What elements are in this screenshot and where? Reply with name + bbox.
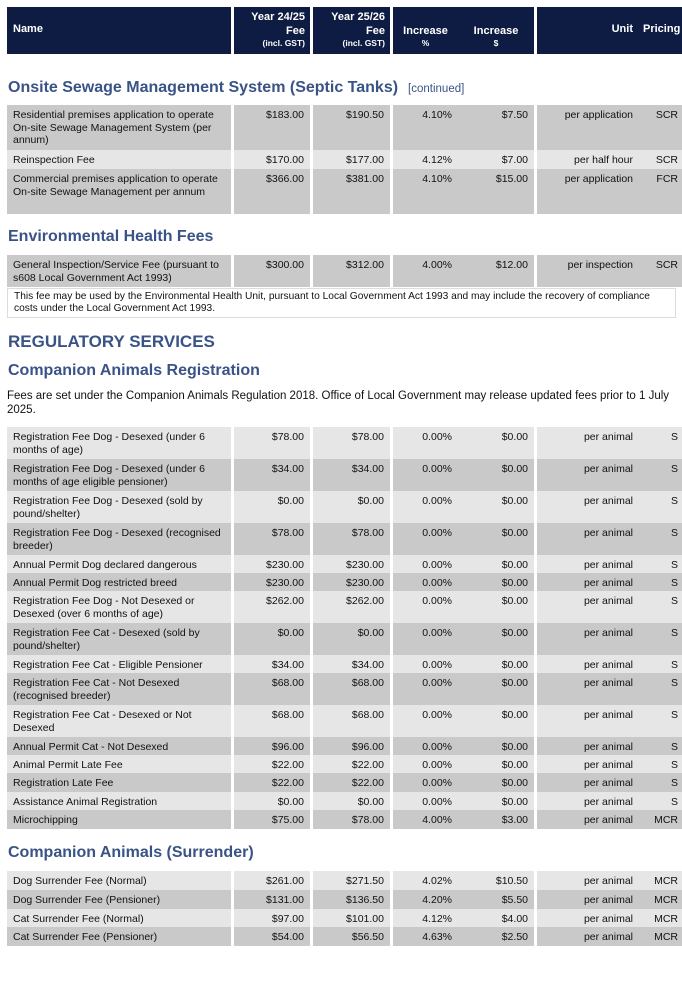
- row-unit: per animal: [537, 755, 639, 773]
- row-unit: per animal: [537, 737, 639, 755]
- row-fee-2425: $96.00: [234, 737, 310, 755]
- row-fee-2526: $68.00: [313, 673, 390, 705]
- row-increase-dollar: $0.00: [458, 427, 534, 459]
- row-unit: per animal: [537, 623, 639, 655]
- row-name: Registration Fee Cat - Eligible Pensioner: [7, 655, 231, 673]
- header-fee-2526-year: Year 25/26: [331, 11, 385, 23]
- row-fee-2425: $131.00: [234, 890, 310, 909]
- row-pricing: S: [639, 491, 682, 523]
- row-name: Registration Fee Dog - Desexed (sold by pound/shelter): [7, 491, 231, 523]
- row-unit: per animal: [537, 427, 639, 459]
- row-pricing: SCR: [639, 255, 682, 287]
- row-increase-dollar: $0.00: [458, 737, 534, 755]
- row-name: Registration Late Fee: [7, 773, 231, 792]
- row-fee-2425: $68.00: [234, 673, 310, 705]
- row-increase-dollar: $0.00: [458, 523, 534, 555]
- row-increase-dollar: $10.50: [458, 871, 534, 890]
- table-row: [7, 573, 677, 591]
- row-name: Registration Fee Cat - Desexed or Not Desexed: [7, 705, 231, 737]
- row-name: Annual Permit Cat - Not Desexed: [7, 737, 231, 755]
- section-title-registration: Companion Animals Registration: [8, 362, 260, 379]
- header-unit: Unit: [537, 7, 639, 54]
- row-fee-2526: $101.00: [313, 909, 390, 927]
- table-row: [7, 927, 677, 946]
- row-increase-pct: 0.00%: [393, 623, 458, 655]
- row-increase-dollar: $2.50: [458, 927, 534, 946]
- row-increase-pct: 0.00%: [393, 673, 458, 705]
- row-fee-2526: $0.00: [313, 491, 390, 523]
- registration-paragraph: Fees are set under the Companion Animals Regulation 2018. Office of Local Government may release updated fees prior to 1 July 2025.: [7, 390, 670, 416]
- header-increase-pct: [393, 7, 458, 54]
- row-fee-2425: $0.00: [234, 623, 310, 655]
- row-pricing: MCR: [639, 909, 682, 927]
- row-unit: per animal: [537, 655, 639, 673]
- table-row: [7, 150, 677, 169]
- row-unit: per animal: [537, 927, 639, 946]
- row-fee-2526: $177.00: [313, 150, 390, 169]
- row-pricing: S: [639, 792, 682, 810]
- row-increase-pct: 0.00%: [393, 755, 458, 773]
- table-row: [7, 890, 677, 909]
- table-row: [7, 459, 677, 491]
- row-pricing: S: [639, 427, 682, 459]
- row-fee-2425: $34.00: [234, 655, 310, 673]
- row-fee-2526: $34.00: [313, 459, 390, 491]
- row-fee-2526: $136.50: [313, 890, 390, 909]
- row-fee-2526: $230.00: [313, 555, 390, 573]
- row-unit: per animal: [537, 491, 639, 523]
- row-increase-pct: 4.02%: [393, 871, 458, 890]
- row-increase-pct: 0.00%: [393, 459, 458, 491]
- env-table: [7, 255, 677, 287]
- row-unit: per application: [537, 169, 639, 214]
- table-row: [7, 169, 677, 214]
- row-fee-2425: $262.00: [234, 591, 310, 623]
- row-fee-2425: $230.00: [234, 573, 310, 591]
- row-fee-2425: $97.00: [234, 909, 310, 927]
- row-increase-dollar: $15.00: [458, 169, 534, 214]
- row-increase-dollar: $0.00: [458, 555, 534, 573]
- row-fee-2526: $78.00: [313, 810, 390, 829]
- row-pricing: S: [639, 555, 682, 573]
- table-row: [7, 871, 677, 890]
- row-fee-2425: $261.00: [234, 871, 310, 890]
- surrender-table: [7, 871, 677, 946]
- header-increase-dollar-unit: $: [493, 38, 499, 48]
- header-fee-2526-gst: (incl. GST): [342, 38, 385, 48]
- row-pricing: S: [639, 591, 682, 623]
- header-name: Name: [7, 7, 231, 54]
- septic-table: [7, 105, 677, 214]
- row-fee-2526: $312.00: [313, 255, 390, 287]
- section-title-surrender: Companion Animals (Surrender): [8, 844, 254, 861]
- header-fee-2425-year: Year 24/25: [251, 11, 305, 23]
- row-name: Reinspection Fee: [7, 150, 231, 169]
- row-unit: per animal: [537, 810, 639, 829]
- row-increase-pct: 0.00%: [393, 555, 458, 573]
- row-unit: per animal: [537, 909, 639, 927]
- row-fee-2526: $262.00: [313, 591, 390, 623]
- row-fee-2425: $68.00: [234, 705, 310, 737]
- row-pricing: MCR: [639, 871, 682, 890]
- table-row: [7, 555, 677, 573]
- row-pricing: FCR: [639, 169, 682, 214]
- row-fee-2526: $56.50: [313, 927, 390, 946]
- row-unit: per animal: [537, 890, 639, 909]
- row-unit: per animal: [537, 591, 639, 623]
- row-increase-pct: 4.20%: [393, 890, 458, 909]
- registration-table: [7, 427, 677, 829]
- row-increase-dollar: $7.00: [458, 150, 534, 169]
- row-fee-2425: $170.00: [234, 150, 310, 169]
- row-fee-2425: $22.00: [234, 773, 310, 792]
- row-increase-dollar: $0.00: [458, 773, 534, 792]
- row-increase-dollar: $0.00: [458, 655, 534, 673]
- table-row: [7, 810, 677, 829]
- row-increase-pct: 4.10%: [393, 169, 458, 214]
- header-fee-2425: [234, 7, 310, 54]
- row-fee-2425: $75.00: [234, 810, 310, 829]
- row-unit: per animal: [537, 555, 639, 573]
- table-row: [7, 427, 677, 459]
- row-name: Registration Fee Dog - Desexed (under 6 months of age): [7, 427, 231, 459]
- row-fee-2425: $22.00: [234, 755, 310, 773]
- table-row: [7, 591, 677, 623]
- row-fee-2526: $68.00: [313, 705, 390, 737]
- row-unit: per half hour: [537, 150, 639, 169]
- row-name: Registration Fee Cat - Not Desexed (recognised breeder): [7, 673, 231, 705]
- row-fee-2425: $366.00: [234, 169, 310, 214]
- row-unit: per animal: [537, 523, 639, 555]
- row-fee-2526: $0.00: [313, 792, 390, 810]
- row-pricing: S: [639, 523, 682, 555]
- row-increase-dollar: $0.00: [458, 491, 534, 523]
- row-name: Registration Fee Dog - Desexed (recognised breeder): [7, 523, 231, 555]
- row-increase-pct: 0.00%: [393, 773, 458, 792]
- row-fee-2526: $381.00: [313, 169, 390, 214]
- header-increase-dollar: [458, 7, 534, 54]
- table-row: [7, 755, 677, 773]
- row-increase-pct: 0.00%: [393, 491, 458, 523]
- row-increase-pct: 4.00%: [393, 810, 458, 829]
- row-increase-pct: 4.63%: [393, 927, 458, 946]
- row-name: Animal Permit Late Fee: [7, 755, 231, 773]
- row-increase-pct: 0.00%: [393, 705, 458, 737]
- header-fee-2526: [313, 7, 390, 54]
- header-increase-dollar-label: Increase: [473, 25, 519, 37]
- row-pricing: S: [639, 705, 682, 737]
- row-increase-dollar: $7.50: [458, 105, 534, 150]
- table-header: [7, 7, 681, 54]
- row-name: Cat Surrender Fee (Pensioner): [7, 927, 231, 946]
- row-increase-dollar: $0.00: [458, 673, 534, 705]
- header-fee-2425-gst: (incl. GST): [262, 38, 305, 48]
- row-pricing: S: [639, 655, 682, 673]
- row-increase-pct: 0.00%: [393, 523, 458, 555]
- row-unit: per application: [537, 105, 639, 150]
- row-increase-dollar: $0.00: [458, 623, 534, 655]
- row-pricing: S: [639, 673, 682, 705]
- header-fee-2425-fee: Fee: [286, 25, 305, 37]
- section-title-septic: [8, 79, 464, 97]
- row-pricing: S: [639, 755, 682, 773]
- row-name: General Inspection/Service Fee (pursuant to s608 Local Government Act 1993): [7, 255, 231, 287]
- row-increase-dollar: $0.00: [458, 792, 534, 810]
- row-increase-dollar: $0.00: [458, 591, 534, 623]
- row-fee-2526: $78.00: [313, 523, 390, 555]
- row-name: Microchipping: [7, 810, 231, 829]
- row-fee-2425: $0.00: [234, 491, 310, 523]
- row-fee-2526: $271.50: [313, 871, 390, 890]
- row-pricing: S: [639, 573, 682, 591]
- row-unit: per inspection: [537, 255, 639, 287]
- header-fee-2526-fee: Fee: [366, 25, 385, 37]
- row-increase-dollar: $0.00: [458, 459, 534, 491]
- table-row: [7, 255, 677, 287]
- header-increase-pct-unit: %: [421, 38, 430, 48]
- row-increase-pct: 0.00%: [393, 792, 458, 810]
- header-increase-pct-label: Increase: [403, 25, 448, 37]
- row-pricing: S: [639, 773, 682, 792]
- row-name: Commercial premises application to operate On-site Sewage Management per annum: [7, 169, 231, 214]
- table-row: [7, 737, 677, 755]
- row-name: Dog Surrender Fee (Normal): [7, 871, 231, 890]
- row-unit: per animal: [537, 871, 639, 890]
- row-fee-2526: $0.00: [313, 623, 390, 655]
- row-fee-2425: $78.00: [234, 427, 310, 459]
- row-name: Registration Fee Cat - Desexed (sold by pound/shelter): [7, 623, 231, 655]
- row-increase-dollar: $4.00: [458, 909, 534, 927]
- header-pricing: Pricing: [639, 7, 682, 54]
- row-increase-pct: 0.00%: [393, 573, 458, 591]
- row-increase-dollar: $5.50: [458, 890, 534, 909]
- section-title-env: Environmental Health Fees: [8, 228, 214, 245]
- table-row: [7, 655, 677, 673]
- row-fee-2526: $96.00: [313, 737, 390, 755]
- table-row: [7, 773, 677, 792]
- row-increase-pct: 0.00%: [393, 591, 458, 623]
- row-name: Annual Permit Dog declared dangerous: [7, 555, 231, 573]
- section-title-septic-text: Onsite Sewage Management System (Septic Tanks): [8, 79, 399, 96]
- row-increase-pct: 0.00%: [393, 655, 458, 673]
- row-increase-pct: 4.12%: [393, 150, 458, 169]
- row-increase-pct: 4.00%: [393, 255, 458, 287]
- table-row: [7, 792, 677, 810]
- row-fee-2425: $300.00: [234, 255, 310, 287]
- row-fee-2526: $230.00: [313, 573, 390, 591]
- row-fee-2526: $22.00: [313, 755, 390, 773]
- table-row: [7, 909, 677, 927]
- row-increase-dollar: $0.00: [458, 705, 534, 737]
- continued-label: [continued]: [408, 83, 465, 95]
- row-pricing: S: [639, 459, 682, 491]
- row-name: Dog Surrender Fee (Pensioner): [7, 890, 231, 909]
- row-fee-2425: $0.00: [234, 792, 310, 810]
- row-increase-dollar: $0.00: [458, 755, 534, 773]
- table-row: [7, 673, 677, 705]
- row-fee-2526: $22.00: [313, 773, 390, 792]
- row-unit: per animal: [537, 705, 639, 737]
- row-fee-2425: $230.00: [234, 555, 310, 573]
- table-row: [7, 105, 677, 150]
- row-fee-2526: $34.00: [313, 655, 390, 673]
- row-pricing: SCR: [639, 105, 682, 150]
- row-name: Assistance Animal Registration: [7, 792, 231, 810]
- row-unit: per animal: [537, 459, 639, 491]
- table-row: [7, 491, 677, 523]
- table-row: [7, 523, 677, 555]
- row-unit: per animal: [537, 792, 639, 810]
- regulatory-title: REGULATORY SERVICES: [8, 332, 215, 351]
- row-name: Registration Fee Dog - Not Desexed or Desexed (over 6 months of age): [7, 591, 231, 623]
- row-pricing: MCR: [639, 927, 682, 946]
- row-fee-2425: $78.00: [234, 523, 310, 555]
- row-fee-2526: $78.00: [313, 427, 390, 459]
- row-fee-2425: $183.00: [234, 105, 310, 150]
- row-pricing: S: [639, 737, 682, 755]
- row-name: Residential premises application to operate On-site Sewage Management System (per annum): [7, 105, 231, 150]
- row-fee-2425: $54.00: [234, 927, 310, 946]
- row-increase-pct: 0.00%: [393, 427, 458, 459]
- table-row: [7, 623, 677, 655]
- row-pricing: SCR: [639, 150, 682, 169]
- env-note: This fee may be used by the Environmental Health Unit, pursuant to Local Government Act 1993 and may include the recovery of compliance costs under the Local Government Act 1993.: [7, 288, 676, 318]
- row-fee-2425: $34.00: [234, 459, 310, 491]
- row-unit: per animal: [537, 673, 639, 705]
- row-unit: per animal: [537, 573, 639, 591]
- table-row: [7, 705, 677, 737]
- row-pricing: S: [639, 623, 682, 655]
- row-fee-2526: $190.50: [313, 105, 390, 150]
- row-increase-dollar: $0.00: [458, 573, 534, 591]
- row-name: Annual Permit Dog restricted breed: [7, 573, 231, 591]
- row-pricing: MCR: [639, 890, 682, 909]
- row-increase-pct: 4.12%: [393, 909, 458, 927]
- row-name: Registration Fee Dog - Desexed (under 6 months of age eligible pensioner): [7, 459, 231, 491]
- row-increase-dollar: $12.00: [458, 255, 534, 287]
- row-increase-dollar: $3.00: [458, 810, 534, 829]
- row-increase-pct: 4.10%: [393, 105, 458, 150]
- row-pricing: MCR: [639, 810, 682, 829]
- row-name: Cat Surrender Fee (Normal): [7, 909, 231, 927]
- row-unit: per animal: [537, 773, 639, 792]
- row-increase-pct: 0.00%: [393, 737, 458, 755]
